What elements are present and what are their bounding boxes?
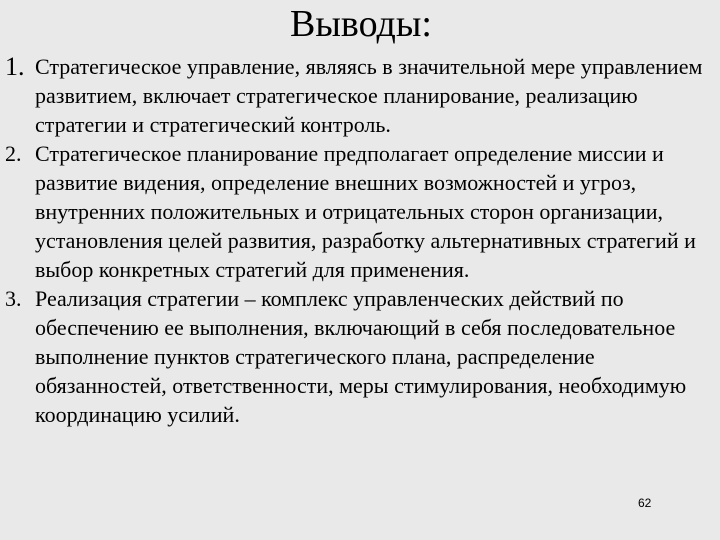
list-item-number: 3. [5,286,22,311]
list-item [5,52,715,139]
list-item [5,139,715,284]
list-item-number: 2. [5,141,22,166]
list-item-text: Реализация стратегии – комплекс управленческих действий по обеспечению ее выполнения, включающий в себя последовательное выполнение пунктов стратегического плана, распределение обязанностей, ответственности, меры стимулирования, необходимую координацию усилий. [35,286,687,427]
list-item [5,284,715,429]
list-item-text: Стратегическое управление, являясь в значительной мере управлением развитием, включает стратегическое планирование, реализацию стратегии и стратегический контроль. [35,54,703,137]
page-number: 62 [638,496,652,510]
conclusions-list [5,52,715,429]
list-item-number: 1. [5,52,25,81]
slide-title: Выводы: [290,3,432,45]
list-item-text: Стратегическое планирование предполагает определение миссии и развитие видения, определение внешних возможностей и угроз, внутренних положительных и отрицательных сторон организации, установления целей развития, разработку альтернативных стратегий и выбор конкретных стратегий для применения. [35,141,696,282]
